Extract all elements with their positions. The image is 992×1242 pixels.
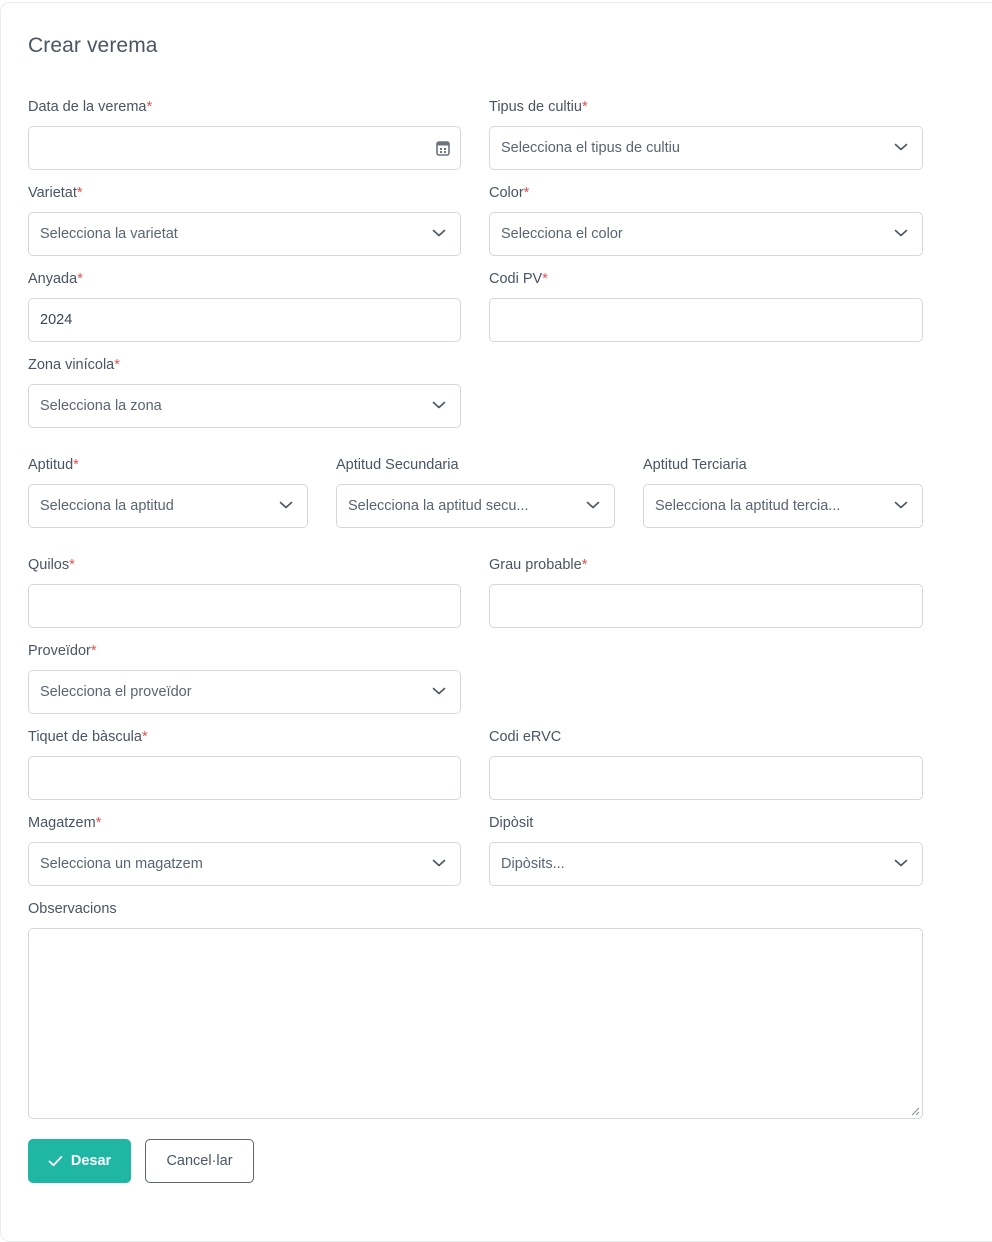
chevron-down-icon — [432, 686, 446, 696]
chevron-down-icon — [894, 858, 908, 868]
vintage-value: 2024 — [40, 312, 73, 328]
chevron-down-icon — [894, 228, 908, 238]
aptitude-tertiary-select[interactable] — [643, 484, 923, 528]
cancel-button-label: Cancel·lar — [166, 1153, 233, 1169]
aptitude-tertiary-label: Aptitud Terciaria — [643, 457, 747, 473]
wine-zone-select[interactable] — [28, 384, 461, 428]
vintage-label: Anyada* — [28, 271, 83, 287]
warehouse-select[interactable] — [28, 842, 461, 886]
chevron-down-icon — [894, 500, 908, 510]
wine-zone-placeholder: Selecciona la zona — [40, 398, 162, 414]
warehouse-placeholder: Selecciona un magatzem — [40, 856, 203, 872]
supplier-label: Proveïdor* — [28, 643, 97, 659]
crop-type-placeholder: Selecciona el tipus de cultiu — [501, 140, 680, 156]
observations-textarea[interactable] — [28, 928, 923, 1119]
aptitude-secondary-placeholder: Selecciona la aptitud secu... — [348, 498, 529, 514]
observations-label: Observacions — [28, 901, 117, 917]
save-button-label: Desar — [70, 1153, 112, 1169]
scale-ticket-input[interactable] — [28, 756, 461, 800]
kilos-label: Quilos* — [28, 557, 75, 573]
harvest-date-input[interactable] — [28, 126, 461, 170]
tank-placeholder: Dipòsits... — [501, 856, 565, 872]
tank-select[interactable] — [489, 842, 923, 886]
variety-select[interactable] — [28, 212, 461, 256]
warehouse-label: Magatzem* — [28, 815, 102, 831]
crop-type-label: Tipus de cultiu* — [489, 99, 588, 115]
probable-degree-label: Grau probable* — [489, 557, 588, 573]
chevron-down-icon — [432, 858, 446, 868]
aptitude-placeholder: Selecciona la aptitud — [40, 498, 174, 514]
crop-type-select[interactable] — [489, 126, 923, 170]
chevron-down-icon — [432, 400, 446, 410]
scale-ticket-label: Tiquet de bàscula* — [28, 729, 148, 745]
wine-zone-label: Zona vinícola* — [28, 357, 120, 373]
aptitude-tertiary-placeholder: Selecciona la aptitud tercia... — [655, 498, 841, 514]
page-title: Crear verema — [28, 34, 158, 57]
tank-label: Dipòsit — [489, 815, 534, 831]
chevron-down-icon — [586, 500, 600, 510]
pv-code-label: Codi PV* — [489, 271, 548, 287]
variety-placeholder: Selecciona la varietat — [40, 226, 178, 242]
calendar-icon[interactable] — [436, 140, 450, 156]
chevron-down-icon — [279, 500, 293, 510]
chevron-down-icon — [894, 142, 908, 152]
resize-handle-icon[interactable] — [911, 1107, 920, 1116]
aptitude-label: Aptitud* — [28, 457, 79, 473]
cancel-button[interactable] — [145, 1139, 254, 1183]
aptitude-select[interactable] — [28, 484, 308, 528]
save-button[interactable] — [28, 1139, 131, 1183]
aptitude-secondary-label: Aptitud Secundaria — [336, 457, 459, 473]
variety-label: Varietat* — [28, 185, 83, 201]
ervc-code-input[interactable] — [489, 756, 923, 800]
pv-code-input[interactable] — [489, 298, 923, 342]
ervc-code-label: Codi eRVC — [489, 729, 562, 745]
aptitude-secondary-select[interactable] — [336, 484, 615, 528]
color-label: Color* — [489, 185, 530, 201]
harvest-date-label: Data de la verema* — [28, 99, 153, 115]
chevron-down-icon — [432, 228, 446, 238]
color-placeholder: Selecciona el color — [501, 226, 623, 242]
kilos-input[interactable] — [28, 584, 461, 628]
color-select[interactable] — [489, 212, 923, 256]
vintage-input[interactable] — [28, 298, 461, 342]
supplier-select[interactable] — [28, 670, 461, 714]
supplier-placeholder: Selecciona el proveïdor — [40, 684, 192, 700]
check-icon — [48, 1155, 63, 1167]
probable-degree-input[interactable] — [489, 584, 923, 628]
